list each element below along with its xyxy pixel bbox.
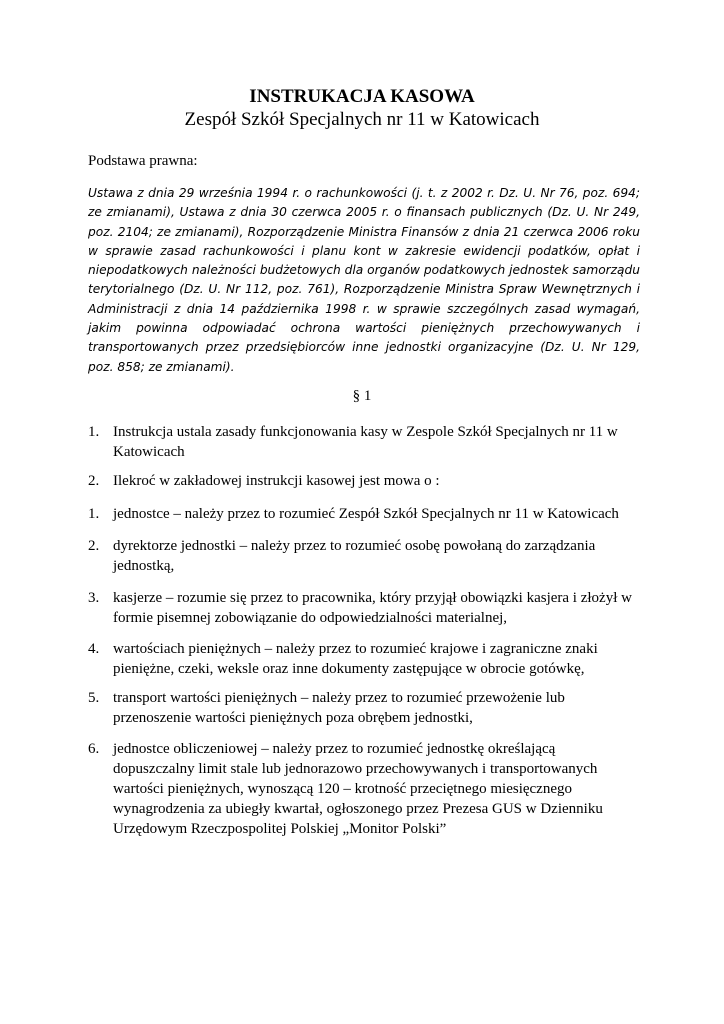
list-item-number: 6. bbox=[88, 741, 100, 757]
list-item-text: wartościach pieniężnych – należy przez to rozumieć krajowe i zagraniczne znaki pieniężne, czeki, weksle oraz inne dokumenty zastępujące w obrocie gotówkę, bbox=[113, 641, 598, 677]
list-item-number: 2. bbox=[88, 538, 100, 554]
list-item bbox=[88, 688, 640, 728]
list-item bbox=[88, 739, 640, 839]
list-item bbox=[88, 536, 640, 576]
list-item-number: 3. bbox=[88, 590, 100, 606]
list-item bbox=[88, 422, 640, 462]
document-title: INSTRUKACJA KASOWA bbox=[249, 86, 475, 107]
list-item bbox=[88, 504, 640, 524]
section-mark: § 1 bbox=[352, 388, 372, 404]
list-item-text: Ilekroć w zakładowej instrukcji kasowej jest mowa o : bbox=[113, 473, 440, 489]
list-item-number: 1. bbox=[88, 424, 100, 440]
list-item-text: transport wartości pieniężnych – należy przez to rozumieć przewożenie lub przenoszenie wartości pieniężnych poza obrębem jednostki, bbox=[113, 690, 565, 726]
list-item-text: kasjerze – rozumie się przez to pracownika, który przyjął obowiązki kasjera i złożył w formie pisemnej zobowiązanie do odpowiedzialności materialnej, bbox=[113, 590, 632, 626]
list-item-number: 2. bbox=[88, 473, 100, 489]
legal-basis-label: Podstawa prawna: bbox=[88, 153, 198, 169]
list-item-number: 5. bbox=[88, 690, 100, 706]
list-item-text: Instrukcja ustala zasady funkcjonowania kasy w Zespole Szkół Specjalnych nr 11 w Katowicach bbox=[113, 424, 618, 460]
list-item bbox=[88, 588, 640, 628]
list-item-text: jednostce – należy przez to rozumieć Zespół Szkół Specjalnych nr 11 w Katowicach bbox=[113, 506, 619, 522]
list-item-text: dyrektorze jednostki – należy przez to rozumieć osobę powołaną do zarządzania jednostką, bbox=[113, 538, 596, 574]
legal-basis-text: Ustawa z dnia 29 września 1994 r. o rachunkowości (j. t. z 2002 r. Dz. U. Nr 76, poz. 694; ze zmianami), Ustawa z dnia 30 czerwca 2005 r. o finansach publicznych (Dz. U. Nr 249, poz. 2104; ze zmianami), Rozporządzenie Ministra Finansów z dnia 21 czerwca 2006 roku w sprawie zasad rachunkowości i planu kont w zakresie ewidencji podatków, opłat i niepodatkowych należności budżetowych dla organów podatkowych jednostek samorządu terytorialnego (Dz. U. Nr 112, poz. 761), Rozporządzenie Ministra Spraw Wewnętrznych i Administracji z dnia 14 października 1998 r. w sprawie szczególnych zasad wymagań, jakim powinna odpowiadać ochrona wartości pieniężnych przechowywanych i transportowanych przez przedsiębiorców inne jednostki organizacyjne (Dz. U. Nr 129, poz. 858; ze zmianami). bbox=[88, 186, 640, 374]
list-item-number: 1. bbox=[88, 506, 100, 522]
list-item bbox=[88, 471, 640, 491]
list-item-text: jednostce obliczeniowej – należy przez to rozumieć jednostkę określającą dopuszczalny limit stale lub jednorazowo przechowywanych i transportowanych wartości pieniężnych, wynoszącą 120 – krotność przeciętnego miesięcznego wynagrodzenia za ubiegły kwartał, ogłoszonego przez Prezesa GUS w Dzienniku Urzędowym Rzeczpospolitej Polskiej „Monitor Polski” bbox=[113, 741, 603, 837]
list-item-number: 4. bbox=[88, 641, 100, 657]
document-subtitle: Zespół Szkół Specjalnych nr 11 w Katowicach bbox=[184, 109, 540, 130]
list-item bbox=[88, 639, 640, 679]
